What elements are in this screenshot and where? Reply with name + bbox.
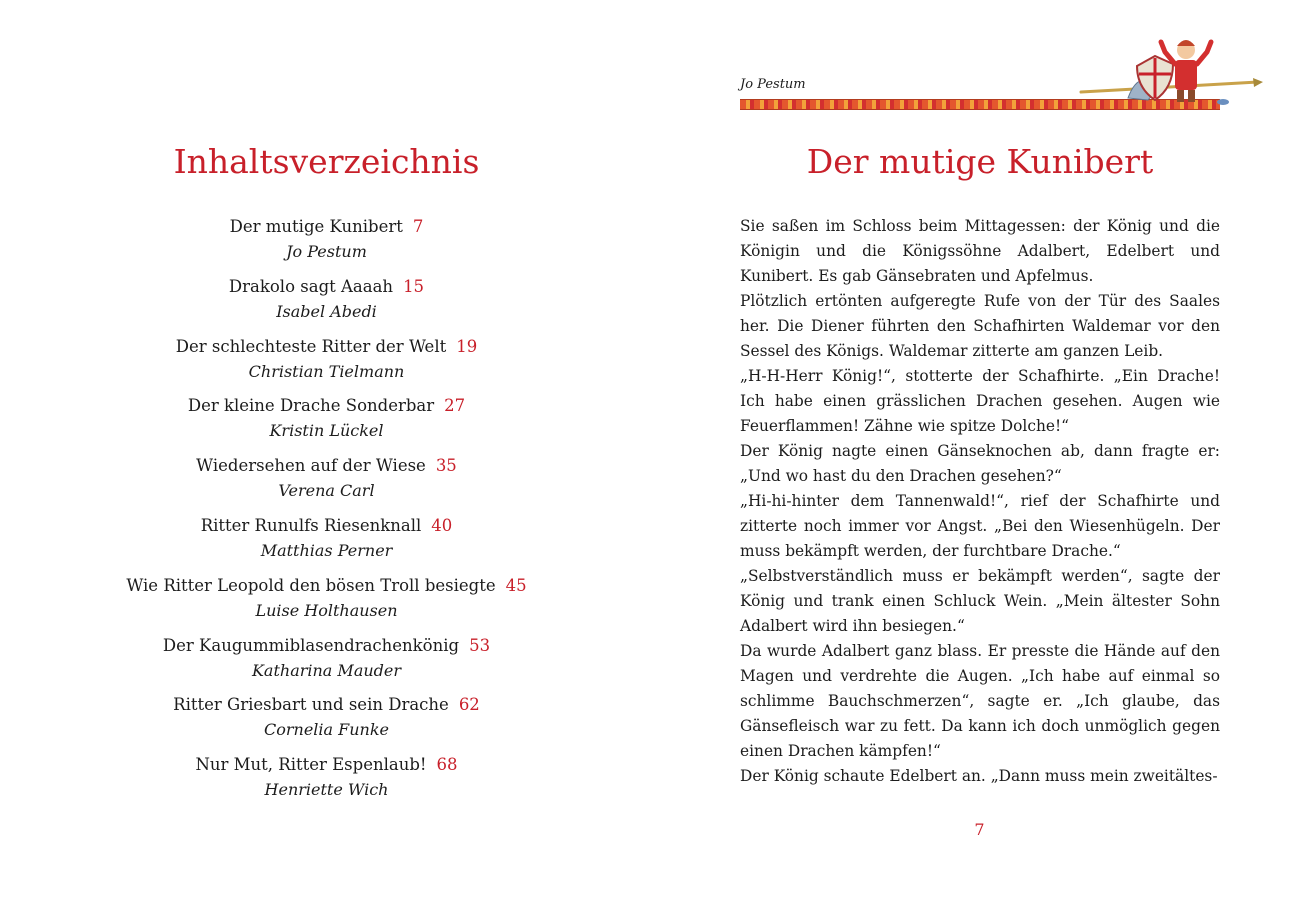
toc-entry-author: Verena Carl — [278, 481, 375, 501]
toc-entry-line — [0, 513, 653, 538]
story-paragraph: Der König nagte einen Gänseknochen ab, dann fragte er: „Und wo hast du den Drachen gesehen?“ — [740, 442, 1220, 485]
toc-entry-author: Kristin Lückel — [269, 421, 384, 441]
toc-entry-title: Wiedersehen auf der Wiese — [196, 456, 426, 476]
toc-entry-author: Luise Holthausen — [255, 600, 398, 620]
toc-entry-line — [0, 214, 653, 239]
toc-entry-page: 53 — [469, 635, 491, 655]
toc-title: Inhaltsverzeichnis — [173, 142, 480, 181]
story-paragraph: Der König schaute Edelbert an. „Dann muss mein zweitältes- — [740, 767, 1218, 785]
toc-entry-title: Der mutige Kunibert — [229, 217, 403, 236]
toc-entry — [0, 752, 653, 812]
story-paragraph: „Hi-hi-hinter dem Tannenwald!“, rief der Schafhirte und zitterte noch immer vor Angst. „Bei den Wiesenhügeln. Der muss bekämpft werden, der furchtbare Drache.“ — [740, 492, 1220, 560]
toc-entry-line — [0, 334, 653, 359]
toc-entry — [0, 274, 653, 334]
toc-entry-page: 19 — [456, 336, 478, 356]
toc-entry-line — [0, 692, 653, 717]
toc-entry-title: Drakolo sagt Aaaah — [228, 276, 394, 296]
toc-entry-author: Jo Pestum — [286, 242, 367, 261]
toc-entry-page: 68 — [436, 755, 458, 775]
toc-entry-author: Henriette Wich — [264, 780, 389, 800]
toc-entry-title: Der Kaugummiblasendrachenkönig — [162, 635, 460, 655]
story-paragraph: Plötzlich ertönten aufgeregte Rufe von der Tür des Saales her. Die Diener führten den Schafhirten Waldemar vor den Sessel des Königs. Waldemar zitterte am ganzen Leib. — [740, 292, 1220, 360]
story-text — [740, 214, 1220, 789]
story-title: Der mutige Kunibert — [806, 142, 1154, 181]
toc-entry-author: Matthias Perner — [260, 540, 393, 560]
story-paragraph: Da wurde Adalbert ganz blass. Er presste die Hände auf den Magen und verdrehte die Augen. „Ich habe auf einmal so schlimme Bauchschmerzen“, sagte er. „Ich glaube, das Gänsefleisch war zu fett. Da kann ich doch unmöglich gegen einen Drachen kämpfen!“ — [740, 642, 1220, 760]
toc-entry-author: Katharina Mauder — [251, 660, 402, 680]
toc-entry-line — [0, 453, 653, 478]
page-number: 7 — [974, 820, 985, 839]
toc-entry-author: Isabel Abedi — [276, 301, 377, 321]
story-paragraph: „Selbstverständlich muss er bekämpft werden“, sagte der König und trank einen Schluck Wein. „Mein ältester Sohn Adalbert wird ihn besiegen.“ — [740, 567, 1220, 635]
toc-entry-title: Der schlechteste Ritter der Welt — [175, 336, 447, 356]
toc-entry — [0, 214, 653, 274]
toc-entry-page: 15 — [403, 276, 425, 296]
toc-entry — [0, 513, 653, 573]
toc-entry-page: 27 — [444, 396, 466, 416]
toc-entry-page: 45 — [505, 575, 527, 595]
toc-entry — [0, 393, 653, 453]
toc-entry-title: Wie Ritter Leopold den bösen Troll besiegte — [126, 575, 496, 595]
toc-entry — [0, 633, 653, 693]
toc-entry-page: 62 — [458, 695, 480, 715]
toc-entry-line — [0, 393, 653, 418]
story-paragraph: Sie saßen im Schloss beim Mittagessen: der König und die Königin und die Königssöhne Adalbert, Edelbert und Kunibert. Es gab Gänsebraten und Apfelmus. — [740, 217, 1220, 285]
toc-entry-author: Christian Tielmann — [248, 361, 405, 381]
knight-illustration — [1073, 22, 1263, 108]
toc-entry-line — [0, 274, 653, 299]
toc-entry — [0, 334, 653, 394]
toc-entry-title: Ritter Runulfs Riesenknall — [200, 515, 422, 535]
table-of-contents — [0, 214, 653, 812]
toc-entry — [0, 692, 653, 752]
story-paragraph: „H-H-Herr König!“, stotterte der Schafhirte. „Ein Drache! Ich habe einen grässlichen Drachen gesehen. Augen wie Feuerflammen! Zähne wie spitze Dolche!“ — [740, 367, 1220, 435]
toc-entry — [0, 573, 653, 633]
toc-entry-title: Ritter Griesbart und sein Drache — [173, 695, 449, 715]
running-header-author: Jo Pestum — [740, 77, 806, 92]
toc-entry-line — [0, 573, 653, 598]
toc-entry-page: 40 — [431, 515, 453, 535]
toc-entry-line — [0, 633, 653, 658]
toc-entry-title: Der kleine Drache Sonderbar — [187, 396, 435, 416]
toc-entry-page: 35 — [435, 456, 457, 476]
toc-entry — [0, 453, 653, 513]
toc-entry-page: 7 — [412, 217, 424, 236]
toc-entry-line — [0, 752, 653, 777]
toc-entry-author: Cornelia Funke — [263, 720, 390, 740]
toc-entry-title: Nur Mut, Ritter Espenlaub! — [195, 755, 427, 775]
right-page — [653, 0, 1306, 905]
